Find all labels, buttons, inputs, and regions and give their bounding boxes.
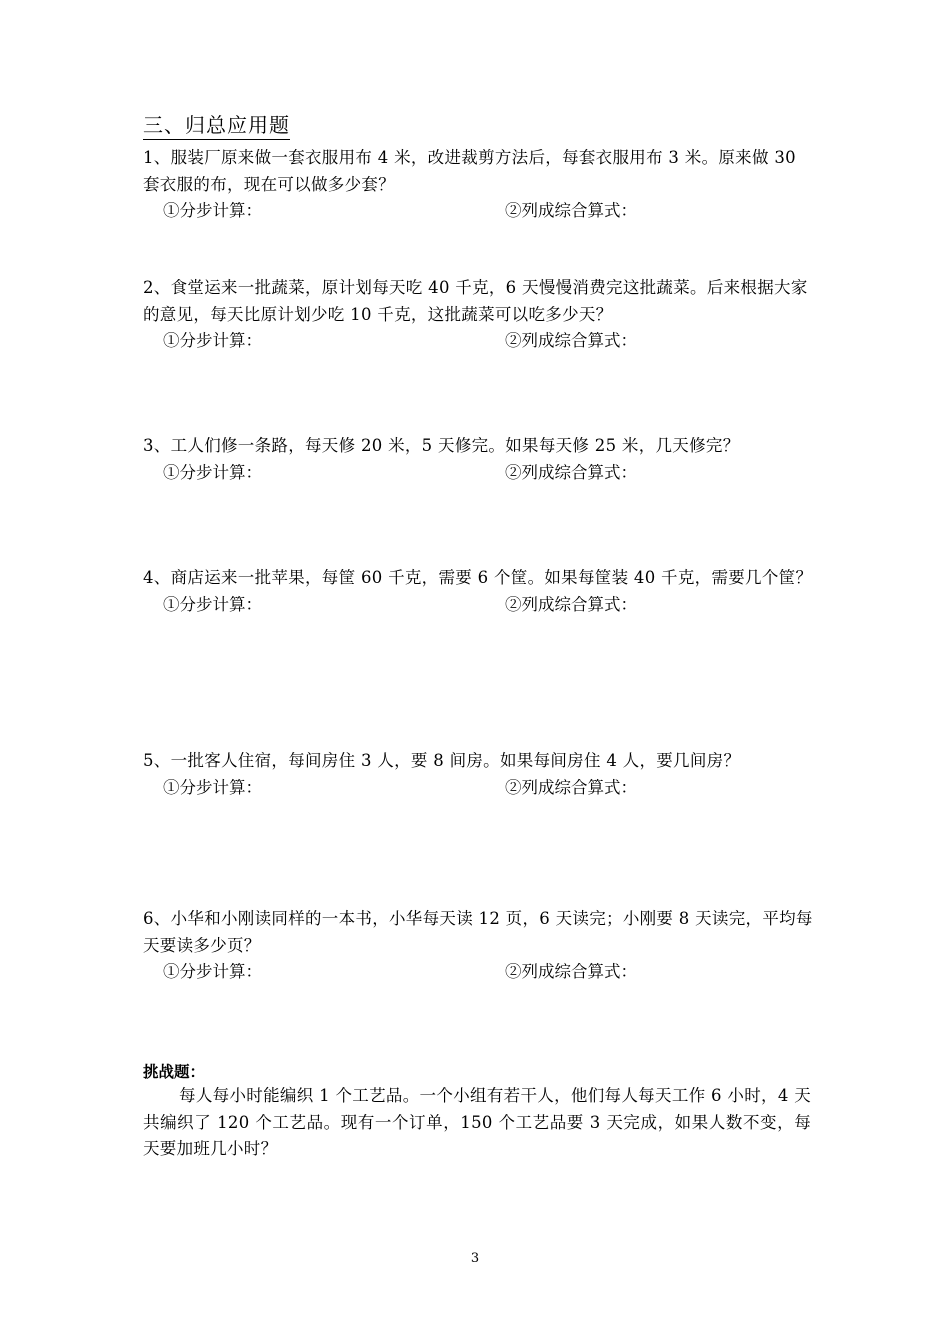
section-title: 三、归总应用题 (143, 112, 290, 140)
problem-4 (143, 565, 813, 618)
answer-row (143, 959, 813, 985)
step-calc-label: ①分步计算： (163, 201, 262, 220)
combined-formula-label: ②列成综合算式： (505, 777, 637, 797)
problem-1 (143, 145, 813, 224)
step-calc-label: ①分步计算： (163, 462, 262, 482)
problem-2 (143, 275, 813, 354)
combined-formula-label: ②列成综合算式： (505, 962, 637, 981)
problem-text: 4、商店运来一批苹果，每筐 60 千克，需要 6 个筐。如果每筐装 40 千克，需要几个筐？ (143, 568, 813, 587)
combined-formula-label: ②列成综合算式： (505, 201, 637, 220)
answer-row (143, 328, 813, 354)
page-number: 3 (470, 1251, 480, 1266)
step-calc-label: ①分步计算： (163, 962, 262, 981)
step-calc-label: ①分步计算： (163, 777, 262, 797)
challenge-title: 挑战题： (143, 1063, 206, 1081)
step-calc-label: ①分步计算： (163, 331, 262, 350)
problem-text: 1、服装厂原来做一套衣服用布 4 米，改进裁剪方法后，每套衣服用布 3 米。原来做 30 套衣服的布，现在可以做多少套？ (143, 148, 796, 194)
answer-row (143, 592, 813, 618)
problem-text: 6、小华和小刚读同样的一本书，小华每天读 12 页，6 天读完；小刚要 8 天读完，平均每天要读多少页？ (143, 909, 813, 955)
problem-text: 3、工人们修一条路，每天修 20 米，5 天修完。如果每天修 25 米，几天修完？ (143, 436, 740, 455)
problem-3 (143, 433, 813, 486)
step-calc-label: ①分步计算： (163, 594, 262, 614)
problem-5 (143, 748, 813, 801)
combined-formula-label: ②列成综合算式： (505, 462, 637, 482)
problem-6 (143, 906, 813, 985)
problem-text: 5、一批客人住宿，每间房住 3 人，要 8 间房。如果每间房住 4 人，要几间房？ (143, 751, 741, 770)
answer-row (143, 775, 813, 801)
combined-formula-label: ②列成综合算式： (505, 594, 637, 614)
combined-formula-label: ②列成综合算式： (505, 331, 637, 350)
answer-row (143, 460, 813, 486)
problem-text: 2、食堂运来一批蔬菜，原计划每天吃 40 千克，6 天慢慢消费完这批蔬菜。后来根据大家的意见，每天比原计划少吃 10 千克，这批蔬菜可以吃多少天？ (143, 278, 808, 324)
challenge-text: 每人每小时能编织 1 个工艺品。一个小组有若干人，他们每人每天工作 6 小时，4 天共编织了 120 个工艺品。现有一个订单，150 个工艺品要 3 天完成，如果人数不变，每天要加班几小时？ (143, 1086, 811, 1158)
answer-row (143, 198, 813, 224)
